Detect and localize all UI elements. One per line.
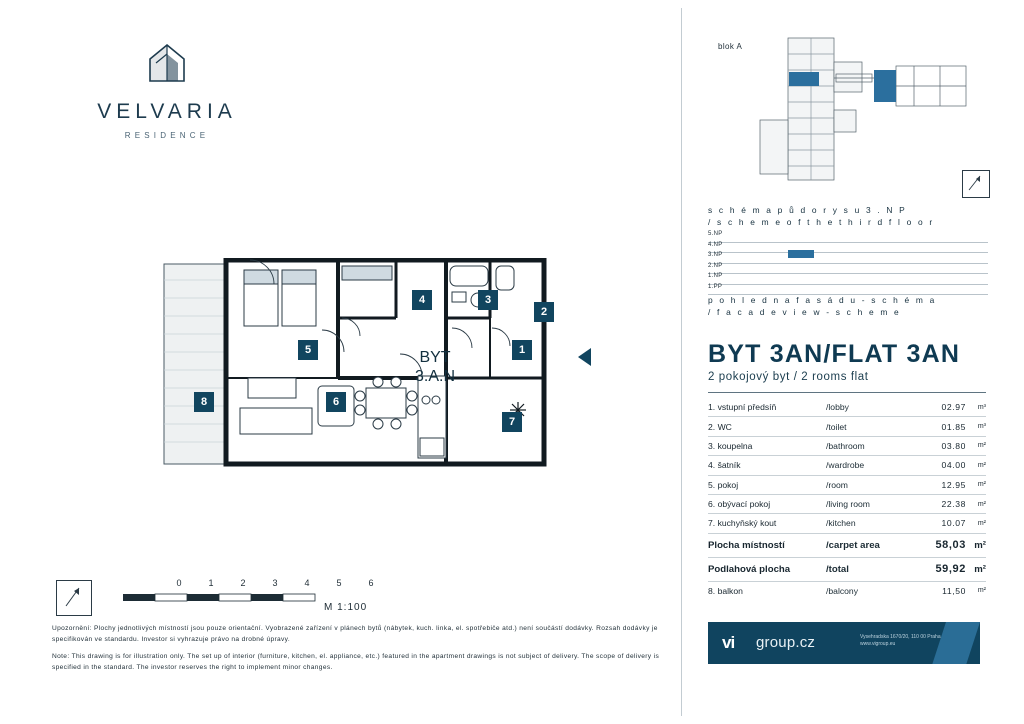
- north-arrow-icon-right: [962, 170, 990, 198]
- room-index: 5.: [708, 479, 716, 490]
- table-row-balcony: [708, 581, 986, 600]
- room-area-value: 01.85: [908, 417, 966, 436]
- room-name-cs: [708, 514, 826, 533]
- vi-logo-text: group.cz: [756, 634, 816, 651]
- total-name-en: /carpet area: [826, 533, 908, 557]
- logo-address-line2: www.vigroup.eu: [860, 641, 896, 647]
- room-badge-6: 6: [326, 392, 346, 412]
- area-table: [708, 398, 986, 600]
- brand-logo-block: [52, 40, 282, 140]
- balcony-label: balkon: [717, 585, 743, 596]
- title-rule: [708, 392, 986, 393]
- room-label: šatník: [717, 460, 741, 471]
- scale-tick-4: 4: [304, 578, 310, 588]
- brand-name: VELVARIA: [97, 100, 237, 123]
- logo-address: [860, 634, 970, 648]
- table-row: [708, 398, 986, 417]
- total-value: 59,92: [908, 557, 966, 581]
- left-triangle-arrow-icon: [578, 348, 591, 366]
- room-area-value: 02.97: [908, 398, 966, 417]
- facade-level-label: 1.NP: [708, 273, 723, 279]
- table-row: [708, 475, 986, 494]
- room-badge-2: 2: [534, 302, 554, 322]
- unit-label-line2: 3.A.N: [414, 368, 455, 385]
- room-area-unit: m³: [966, 398, 986, 417]
- room-name-en: /wardrobe: [826, 456, 908, 475]
- room-name-en: /room: [826, 475, 908, 494]
- room-area-value: 03.80: [908, 436, 966, 455]
- room-name-en: /kitchen: [826, 514, 908, 533]
- floor-key-plan: [700, 24, 990, 204]
- room-area-unit: m²: [966, 475, 986, 494]
- unit-label: [392, 348, 478, 386]
- room-area-unit: m²: [966, 456, 986, 475]
- flat-subtitle: 2 pokojový byt / 2 rooms flat: [708, 371, 869, 383]
- scale-tick-0: 0: [176, 578, 182, 588]
- vertical-divider: [681, 8, 682, 716]
- room-name-en: /bathroom: [826, 436, 908, 455]
- right-panel: [700, 0, 1000, 724]
- scale-tick-1: 1: [208, 578, 214, 588]
- room-label: koupelna: [717, 440, 753, 451]
- facade-level-label: 3.NP: [708, 252, 723, 258]
- vi-logo-mark: vi: [722, 633, 735, 652]
- facade-highlight-marker: [788, 250, 814, 258]
- room-label: obývací pokoj: [717, 499, 771, 510]
- room-badge-8: 8: [194, 392, 214, 412]
- facade-level-label: 4.NP: [708, 241, 723, 248]
- balcony-unit: m²: [977, 587, 986, 595]
- disclaimer-en: Note: This drawing is for illustration only. The set up of interior (furniture, kitchen, el. appliance, etc.) featured in the apartment drawings is not subject of delivery. The scope of delivery is specified in the standard. The investor reserves the right to implement minor changes.: [52, 653, 660, 671]
- balcony-name-cs: [708, 581, 826, 600]
- unit-label-line1: BYT: [419, 349, 451, 366]
- room-name-cs: [708, 494, 826, 513]
- total-unit: m²: [966, 533, 986, 557]
- room-badge-4: 4: [412, 290, 432, 310]
- facade-caption-en: / f a c a d e v i e w - s c h e m e: [708, 307, 901, 317]
- facade-level-label: 2.NP: [708, 262, 723, 269]
- scale-bar: [56, 580, 396, 630]
- house-outline-icon: [144, 40, 190, 86]
- facade-level-row: [708, 264, 988, 275]
- room-badge-1: 1: [512, 340, 532, 360]
- facade-caption-cs: p o h l e d n a f a s á d u - s c h é m a: [708, 295, 937, 305]
- facade-level-row: [708, 232, 988, 243]
- brand-subtitle: RESIDENCE: [124, 131, 210, 140]
- table-row: [708, 436, 986, 455]
- north-arrow-icon: [56, 580, 92, 616]
- room-name-cs: [708, 475, 826, 494]
- scale-tick-2: 2: [240, 578, 246, 588]
- room-index: 2.: [708, 421, 716, 432]
- table-row: [708, 514, 986, 533]
- room-label: pokoj: [717, 479, 739, 490]
- balcony-index: 8.: [708, 585, 716, 596]
- balcony-name-en: /balcony: [826, 585, 859, 596]
- room-area-value: 12.95: [908, 475, 966, 494]
- room-area-unit: m³: [966, 417, 986, 436]
- room-area-value: 10.07: [908, 514, 966, 533]
- facade-level-row: [708, 274, 988, 285]
- disclaimer-block: [52, 624, 660, 680]
- facade-level-row: [708, 253, 988, 264]
- room-name-cs: [708, 456, 826, 475]
- facade-level-label: 1.PP: [708, 283, 723, 290]
- room-area-value: 22.38: [908, 494, 966, 513]
- scale-tick-5: 5: [336, 578, 342, 588]
- total-name-cs: Plocha místností: [708, 533, 826, 557]
- table-row: [708, 456, 986, 475]
- logo-address-line1: Vysehradska 1670/20, 110 00 Praha: [860, 634, 941, 640]
- scale-tick-6: 6: [368, 578, 374, 588]
- block-label: blok A: [718, 42, 743, 51]
- total-value: 58,03: [908, 533, 966, 557]
- room-area-unit: m²: [966, 494, 986, 513]
- room-index: 7.: [708, 518, 716, 529]
- room-label: kuchyňský kout: [717, 518, 777, 529]
- room-name-en: /toilet: [826, 417, 908, 436]
- facade-scheme: [708, 232, 988, 288]
- room-area-unit: m²: [966, 436, 986, 455]
- room-badge-3: 3: [478, 290, 498, 310]
- room-area-unit: m²: [966, 514, 986, 533]
- room-name-cs: [708, 398, 826, 417]
- flat-title: BYT 3AN/FLAT 3AN: [708, 340, 961, 368]
- room-label: vstupní předsíň: [717, 402, 777, 413]
- facade-level-label: 5.NP: [708, 231, 723, 237]
- table-row-total: [708, 533, 986, 557]
- table-row: [708, 494, 986, 513]
- room-area-value: 04.00: [908, 456, 966, 475]
- developer-logo-banner[interactable]: [708, 622, 980, 664]
- room-badge-7: 7: [502, 412, 522, 432]
- room-index: 1.: [708, 402, 716, 413]
- total-name-en: /total: [826, 557, 908, 581]
- scale-ratio-label: M 1:100: [324, 602, 368, 613]
- room-index: 6.: [708, 499, 716, 510]
- total-name-cs: Podlahová plocha: [708, 557, 826, 581]
- room-label: WC: [717, 421, 732, 432]
- floorplan-caption-en: / s c h e m e o f t h e t h i r d f l o o r: [708, 217, 935, 227]
- room-name-cs: [708, 417, 826, 436]
- room-name-en: /lobby: [826, 398, 908, 417]
- floorplan-caption-cs: s c h é m a p ů d o r y s u 3 . N P: [708, 205, 907, 215]
- facade-level-row: [708, 243, 988, 254]
- floor-plan-drawing: [160, 258, 580, 478]
- table-row-total: [708, 557, 986, 581]
- total-unit: m²: [966, 557, 986, 581]
- room-index: 4.: [708, 460, 716, 471]
- room-name-en: /living room: [826, 494, 908, 513]
- disclaimer-cs: Upozornění: Plochy jednotlivých místností jsou pouze orientační. Vyobrazené zařízení v plánech bytů (nábytek, kuch. linka, el. spotřebiče atd.) není součástí dodávky. Rozsah dodávky je specifikován ve standardu. Investor si vyhrazuje právo na drobné úpravy.: [52, 625, 658, 643]
- scale-ruler-graphic: [118, 580, 348, 613]
- room-index: 3.: [708, 440, 716, 451]
- balcony-value: 11,50: [942, 585, 966, 596]
- table-row: [708, 417, 986, 436]
- room-name-cs: [708, 436, 826, 455]
- scale-tick-3: 3: [272, 578, 278, 588]
- room-badge-5: 5: [298, 340, 318, 360]
